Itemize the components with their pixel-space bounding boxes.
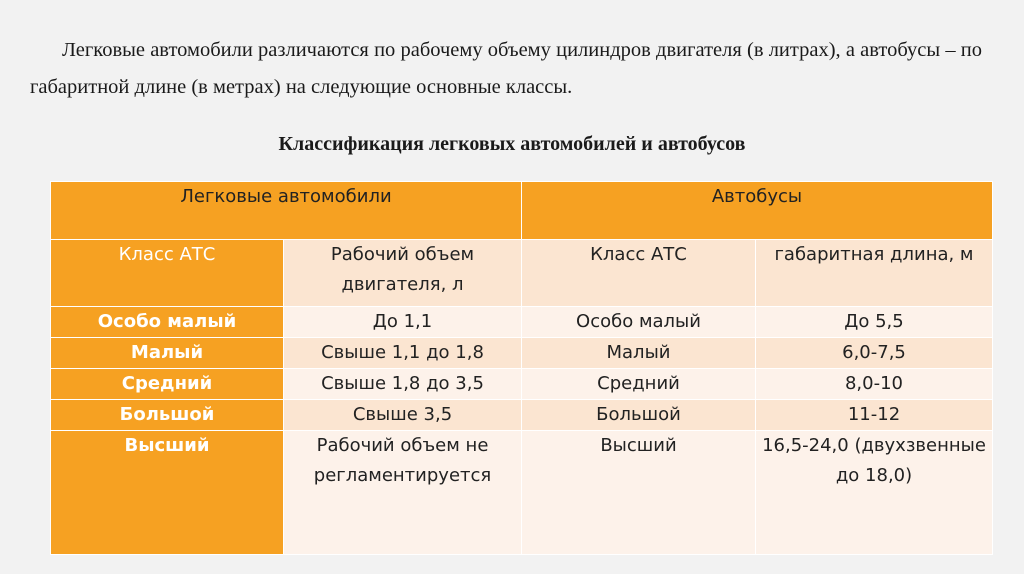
sub-header-row <box>51 240 993 307</box>
row-bus-length: 11-12 <box>756 400 993 431</box>
group-header-row <box>51 182 993 240</box>
row-bus-length: 8,0-10 <box>756 369 993 400</box>
row-car-volume: Свыше 3,5 <box>284 400 522 431</box>
row-car-class: Большой <box>51 400 284 431</box>
row-car-volume: Свыше 1,8 до 3,5 <box>284 369 522 400</box>
row-bus-class: Высший <box>522 431 756 555</box>
table-row <box>51 307 993 338</box>
table-caption: Классификация легковых автомобилей и автобусов <box>278 133 746 155</box>
row-car-volume: Свыше 1,1 до 1,8 <box>284 338 522 369</box>
header-cars: Легковые автомобили <box>51 182 522 240</box>
subheader-bus-class: Класс АТС <box>522 240 756 307</box>
table-row <box>51 431 993 555</box>
row-car-volume: Рабочий объем не регламентируется <box>284 431 522 555</box>
row-bus-class: Особо малый <box>522 307 756 338</box>
row-car-class: Высший <box>51 431 284 555</box>
row-bus-class: Малый <box>522 338 756 369</box>
row-car-class: Малый <box>51 338 284 369</box>
row-car-volume: До 1,1 <box>284 307 522 338</box>
row-car-class: Средний <box>51 369 284 400</box>
row-bus-class: Средний <box>522 369 756 400</box>
table-row <box>51 338 993 369</box>
subheader-car-volume: Рабочий объем двигателя, л <box>284 240 522 307</box>
intro-paragraph: Легковые автомобили различаются по рабочему объему цилиндров двигателя (в литрах), а автобусы – по габаритной длине (в метрах) на следующие основные классы. <box>30 39 982 98</box>
header-buses: Автобусы <box>522 182 993 240</box>
row-car-class: Особо малый <box>51 307 284 338</box>
row-bus-length: 6,0-7,5 <box>756 338 993 369</box>
table-row <box>51 369 993 400</box>
row-bus-length: 16,5-24,0 (двухзвенные до 18,0) <box>756 431 993 555</box>
subheader-bus-length: габаритная длина, м <box>756 240 993 307</box>
row-bus-class: Большой <box>522 400 756 431</box>
row-bus-length: До 5,5 <box>756 307 993 338</box>
subheader-car-class: Класс АТС <box>51 240 284 307</box>
classification-table <box>50 181 993 555</box>
table-row <box>51 400 993 431</box>
